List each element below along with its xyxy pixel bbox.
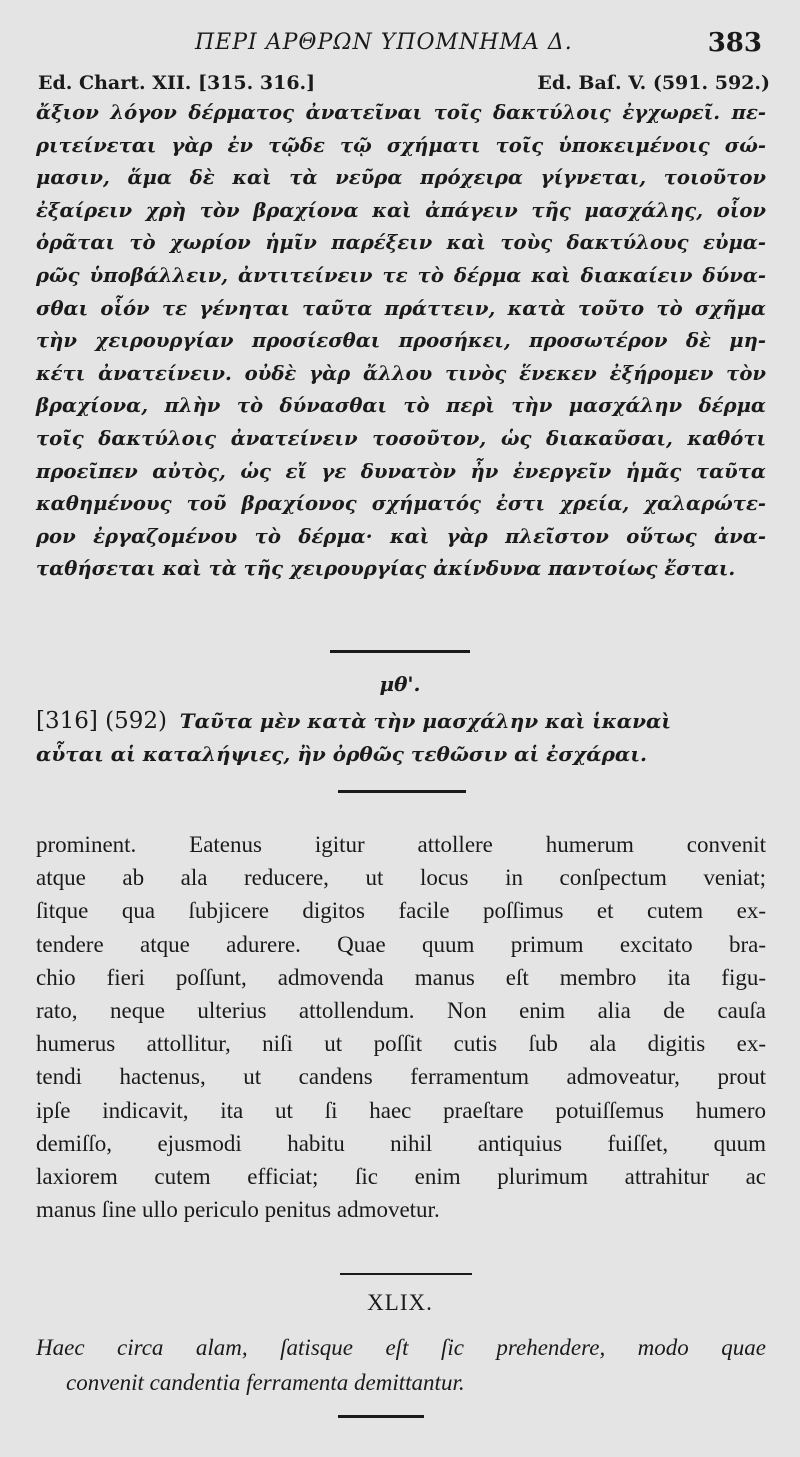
latin-line: atque ab ala reducere, ut locus in conſpectum veniat; — [36, 865, 766, 891]
latin-line: ſitque qua ſubjicere digitos facile poſſimus et cutem ex- — [36, 898, 766, 924]
greek-line: ρον ἐργαζομένου τὸ δέρμα· καὶ γὰρ πλεῖστον οὕτως ἀνα- — [36, 524, 766, 548]
greek-line: μασιν, ἅμα δὲ καὶ τὰ νεῦρα πρόχειρα γίγνεται, τοιοῦτον — [36, 166, 766, 190]
greek-line: ρῶς ὑποβάλλειν, ἀντιτείνειν τε τὸ δέρμα καὶ διακαίειν δύνα- — [36, 263, 766, 287]
greek-line: βραχίονα, πλὴν τὸ δύνασθαι τὸ περὶ τὴν μασχάλην δέρμα — [36, 394, 766, 418]
edition-chart-ref: Ed. Chart. XII. [315. 316.] — [38, 72, 316, 94]
latin-commentary — [36, 828, 766, 1226]
latin-line: demiſſo, ejusmodi habitu nihil antiquius fuiſſet, quum — [36, 1130, 766, 1156]
greek-line: καθημένους τοῦ βραχίονος σχήματός ἐστι χρεία, χαλαρώτε- — [36, 492, 766, 516]
section-divider — [338, 790, 466, 793]
greek-aphorism-text: Ταῦτα μὲν κατὰ τὴν μασχάλην καὶ ἱκαναὶ — [179, 709, 672, 733]
greek-commentary — [36, 97, 766, 586]
section-divider — [338, 1415, 424, 1418]
greek-aphorism — [36, 705, 766, 771]
latin-aphorism-line-1: Haec circa alam, ſatisque eſt ſic prehendere, modo quae — [36, 1335, 766, 1360]
latin-line: rato, neque ulterius attollendum. Non enim alia de cauſa — [36, 998, 766, 1024]
aphorism-page-ref: [316] (592) — [36, 708, 168, 734]
edition-basel-ref: Ed. Baſ. V. (591. 592.) — [537, 72, 770, 94]
greek-line: σθαι οἷόν τε γένηται ταῦτα πράττειν, κατὰ τοῦτο τὸ σχῆμα — [36, 296, 766, 320]
latin-line: ipſe indicavit, ita ut ſi haec praeſtare potuiſſemus humero — [36, 1097, 766, 1123]
section-divider — [330, 650, 470, 653]
running-title: ΠΕΡΙ ΑΡΘΡΩΝ ΥΠΟΜΝΗΜΑ Δ. — [195, 30, 573, 55]
latin-line: tendi hactenus, ut candens ferramentum admoveatur, prout — [36, 1064, 766, 1090]
running-head — [0, 30, 800, 64]
greek-line: τοῖς δακτύλοις ἀνατείνειν τοσοῦτον, ὡς διακαῦσαι, καθότι — [36, 426, 766, 450]
latin-aphorism-line-2: convenit candentia ferramenta demittantur. — [66, 1370, 465, 1395]
greek-line: κέτι ἀνατείνειν. οὐδὲ γὰρ ἄλλου τινὸς ἕνεκεν ἐξήρομεν τὸν — [36, 361, 766, 385]
latin-aphorism — [36, 1330, 766, 1400]
latin-section-number: XLIX. — [367, 1290, 433, 1315]
latin-line: prominent. Eatenus igitur attollere humerum convenit — [36, 832, 766, 857]
greek-line: ἄξιον λόγον δέρματος ἀνατεῖναι τοῖς δακτύλοις ἐγχωρεῖ. πε- — [36, 101, 766, 124]
greek-aphorism-line-2: αὗται αἱ καταλήψιες, ἢν ὀρθῶς τεθῶσιν αἱ ἐσχάραι. — [36, 742, 647, 766]
latin-line: humerus attollitur, niſi ut poſſit cutis ſub ala digitis ex- — [36, 1031, 766, 1057]
greek-line: ἐξαίρειν χρὴ τὸν βραχίονα καὶ ἀπάγειν τῆς μασχάλης, οἷον — [36, 198, 766, 222]
greek-aphorism-line-1 — [36, 705, 766, 738]
latin-line: laxiorem cutem efficiat; ſic enim plurimum attrahitur ac — [36, 1164, 766, 1190]
greek-section-number: μθ'. — [379, 672, 421, 696]
greek-line: ριτείνεται γὰρ ἐν τῷδε τῷ σχήματι τοῖς ὑποκειμένοις σώ- — [36, 133, 766, 157]
latin-line: chio fieri poſſunt, admovenda manus eſt membro ita figu- — [36, 964, 766, 990]
latin-line: tendere atque adurere. Quae quum primum excitato bra- — [36, 931, 766, 957]
section-divider — [340, 1273, 472, 1275]
edition-references — [38, 72, 770, 94]
greek-line: ταθήσεται καὶ τὰ τῆς χειρουργίας ἀκίνδυνα παντοίως ἔσται. — [36, 557, 736, 581]
greek-line: τὴν χειρουργίαν προσίεσθαι προσήκει, προσωτέρον δὲ μη- — [36, 329, 766, 353]
greek-line: ὁρᾶται τὸ χωρίον ἡμῖν παρέξειν καὶ τοὺς δακτύλους εὐμα- — [36, 231, 766, 255]
greek-line: προεῖπεν αὐτὸς, ὡς εἴ γε δυνατὸν ἦν ἐνεργεῖν ἡμᾶς ταῦτα — [36, 459, 766, 483]
page-number: 383 — [707, 28, 762, 58]
latin-line: manus ſine ullo periculo penitus admovetur. — [36, 1197, 440, 1223]
